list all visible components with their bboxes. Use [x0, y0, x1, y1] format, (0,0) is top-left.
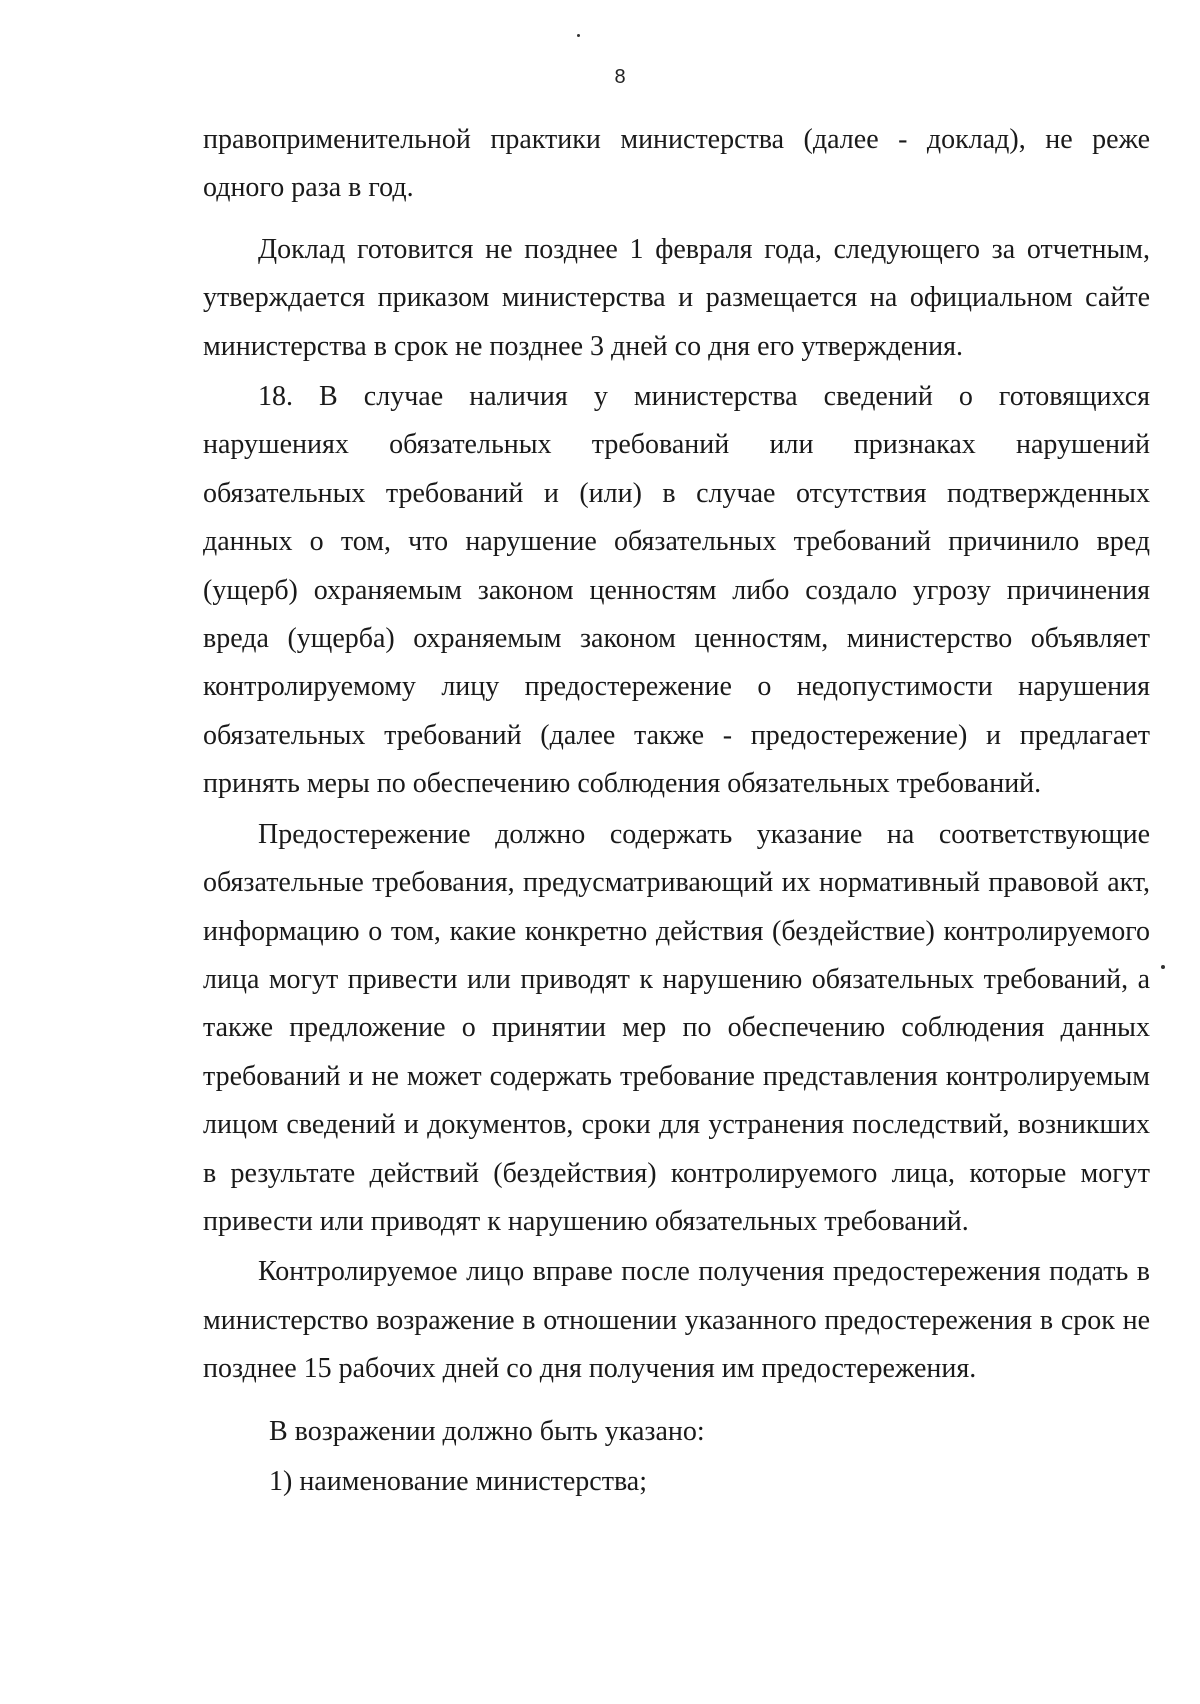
page-number: 8	[614, 66, 626, 88]
list-intro: В возражении должно быть указано:	[269, 1415, 705, 1447]
paragraph-warning-content: Предостережение должно содержать указание на соответствующие обязательные требования, предусматривающий их нормативный правовой акт, информацию о том, какие конкретно действия (бездействие) контролируемого лица могут привести или приводят к нарушению обязательных требований, а также предложение о принятии мер по обеспечению соблюдения данных требований и не может содержать требование представления контролируемым лицом сведений и документов, сроки для устранения последствий, возникших в результате действий (бездействия) контролируемого лица, которые могут привести или приводят к нарушению обязательных требований.	[203, 818, 1150, 1237]
paragraph-clause-18: 18. В случае наличия у министерства сведений о готовящихся нарушениях обязательных требований или признаках нарушений обязательных требований и (или) в случае отсутствия подтвержденных данных о том, что нарушение обязательных требований причинило вред (ущерб) охраняемым законом ценностям либо создало угрозу причинения вреда (ущерба) охраняемым законом ценностям, министерство объявляет контролируемому лицу предостережение о недопустимости нарушения обязательных требований (далее также - предостережение) и предлагает принять меры по обеспечению соблюдения обязательных требований.	[203, 381, 1150, 800]
list-item: 1) наименование министерства;	[269, 1465, 648, 1497]
document-body	[203, 116, 1150, 1506]
paragraph-continuation: правоприменительной практики министерства (далее - доклад), не реже одного раза в год.	[203, 124, 1150, 204]
paragraph-report-deadline: Доклад готовится не позднее 1 февраля года, следующего за отчетным, утверждается приказом министерства и размещается на официальном сайте министерства в срок не позднее 3 дней со дня его утверждения.	[203, 233, 1150, 362]
scan-artifact-dot	[1161, 965, 1165, 969]
paragraph-objection-right: Контролируемое лицо вправе после получения предостережения подать в министерство возражение в отношении указанного предостережения в срок не позднее 15 рабочих дней со дня получения им предостережения.	[203, 1256, 1150, 1385]
scan-artifact-dot	[577, 34, 580, 37]
